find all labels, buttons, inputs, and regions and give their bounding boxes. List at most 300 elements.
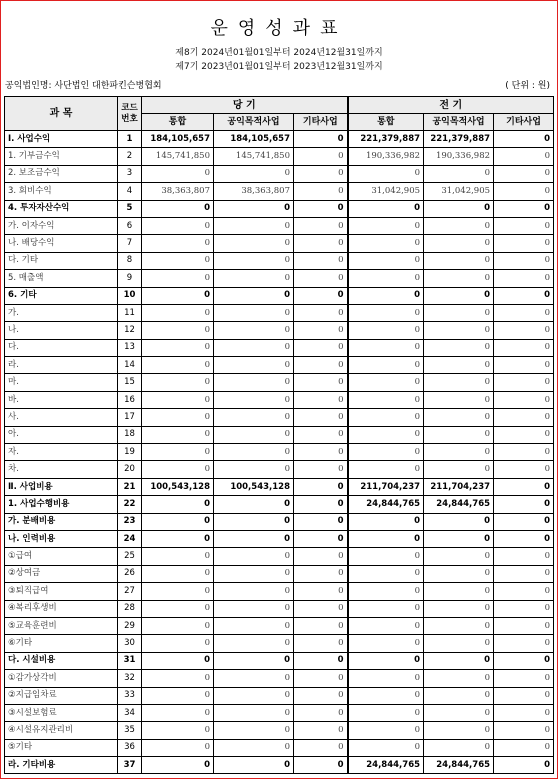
- row-current-other: 0: [294, 270, 348, 287]
- table-row: [5, 617, 554, 634]
- row-code: 15: [118, 374, 142, 391]
- row-prior-public: 0: [424, 235, 494, 252]
- row-current-public: 0: [214, 548, 294, 565]
- row-code: 14: [118, 357, 142, 374]
- row-current-other: 0: [294, 670, 348, 687]
- row-prior-total: 0: [348, 444, 424, 461]
- row-subject: ⑤교육훈련비: [5, 617, 118, 634]
- row-prior-other: 0: [494, 148, 554, 165]
- row-subject: ⑥기타: [5, 635, 118, 652]
- row-current-total: 0: [142, 461, 214, 478]
- row-subject: ⑤기타: [5, 739, 118, 756]
- table-row: [5, 322, 554, 339]
- row-prior-total: 0: [348, 739, 424, 756]
- row-subject: 다.: [5, 339, 118, 356]
- row-current-public: 0: [214, 200, 294, 217]
- row-current-other: 0: [294, 304, 348, 321]
- row-prior-public: 0: [424, 391, 494, 408]
- row-subject: 1. 기부금수익: [5, 148, 118, 165]
- row-current-public: 0: [214, 235, 294, 252]
- row-current-total: 0: [142, 583, 214, 600]
- row-current-other: 0: [294, 530, 348, 547]
- row-subject: ③시설보험료: [5, 704, 118, 721]
- row-prior-public: 0: [424, 357, 494, 374]
- row-prior-other: 0: [494, 444, 554, 461]
- header-current: 당 기: [142, 97, 348, 114]
- row-prior-public: 0: [424, 548, 494, 565]
- row-current-other: 0: [294, 148, 348, 165]
- row-subject: 다. 시설비용: [5, 652, 118, 669]
- row-code: 25: [118, 548, 142, 565]
- row-prior-total: 0: [348, 217, 424, 234]
- header-prior-other: 기타사업: [494, 114, 554, 131]
- row-prior-total: 0: [348, 357, 424, 374]
- row-current-public: 0: [214, 583, 294, 600]
- row-prior-other: 0: [494, 235, 554, 252]
- row-current-other: 0: [294, 252, 348, 269]
- row-current-public: 0: [214, 426, 294, 443]
- row-current-total: 0: [142, 600, 214, 617]
- row-code: 11: [118, 304, 142, 321]
- row-current-public: 0: [214, 322, 294, 339]
- row-code: 30: [118, 635, 142, 652]
- row-current-total: 0: [142, 739, 214, 756]
- row-prior-total: 0: [348, 339, 424, 356]
- table-row: [5, 131, 554, 148]
- row-code: 23: [118, 513, 142, 530]
- row-code: 27: [118, 583, 142, 600]
- row-prior-other: 0: [494, 339, 554, 356]
- row-subject: 1. 사업수행비용: [5, 496, 118, 513]
- row-current-other: 0: [294, 496, 348, 513]
- row-subject: 라. 기타비용: [5, 757, 118, 774]
- header-code: [118, 97, 142, 131]
- corp-info: [5, 78, 162, 91]
- table-row: [5, 478, 554, 495]
- row-current-public: 0: [214, 374, 294, 391]
- row-prior-public: 0: [424, 739, 494, 756]
- row-prior-other: 0: [494, 496, 554, 513]
- row-prior-other: 0: [494, 583, 554, 600]
- row-current-public: 0: [214, 165, 294, 182]
- row-prior-public: 0: [424, 530, 494, 547]
- row-prior-other: 0: [494, 322, 554, 339]
- row-current-total: 0: [142, 496, 214, 513]
- row-code: 29: [118, 617, 142, 634]
- row-subject: 마.: [5, 374, 118, 391]
- row-current-other: 0: [294, 478, 348, 495]
- operating-results-table: [4, 96, 554, 774]
- row-prior-total: 0: [348, 304, 424, 321]
- row-current-public: 0: [214, 252, 294, 269]
- row-subject: 차.: [5, 461, 118, 478]
- row-current-public: 0: [214, 635, 294, 652]
- row-current-other: 0: [294, 287, 348, 304]
- table-row: [5, 530, 554, 547]
- header-prior-total: 통합: [348, 114, 424, 131]
- row-subject: 2. 보조금수익: [5, 165, 118, 182]
- row-current-public: 0: [214, 530, 294, 547]
- row-current-other: 0: [294, 339, 348, 356]
- row-current-total: 0: [142, 357, 214, 374]
- row-prior-public: 211,704,237: [424, 478, 494, 495]
- row-current-total: 0: [142, 339, 214, 356]
- row-prior-public: 0: [424, 670, 494, 687]
- row-current-public: 0: [214, 739, 294, 756]
- row-prior-other: 0: [494, 530, 554, 547]
- corp-label: 공익법인명:: [5, 81, 52, 91]
- row-current-total: 0: [142, 652, 214, 669]
- row-prior-public: 0: [424, 565, 494, 582]
- table-row: [5, 252, 554, 269]
- row-prior-other: 0: [494, 131, 554, 148]
- row-current-public: 0: [214, 270, 294, 287]
- row-code: 32: [118, 670, 142, 687]
- row-prior-total: 0: [348, 548, 424, 565]
- row-current-public: 145,741,850: [214, 148, 294, 165]
- row-prior-other: 0: [494, 374, 554, 391]
- header-subject: 과 목: [5, 97, 118, 131]
- row-current-other: 0: [294, 131, 348, 148]
- row-prior-other: 0: [494, 617, 554, 634]
- row-prior-other: 0: [494, 357, 554, 374]
- row-prior-total: 0: [348, 635, 424, 652]
- row-subject: ④복리후생비: [5, 600, 118, 617]
- row-current-other: 0: [294, 513, 348, 530]
- row-prior-public: 0: [424, 600, 494, 617]
- table-row: [5, 687, 554, 704]
- row-code: 10: [118, 287, 142, 304]
- row-prior-total: 0: [348, 426, 424, 443]
- row-subject: 바.: [5, 391, 118, 408]
- row-subject: Ⅱ. 사업비용: [5, 478, 118, 495]
- row-current-total: 0: [142, 270, 214, 287]
- unit-label: ( 단위 : 원): [505, 81, 550, 91]
- row-code: 19: [118, 444, 142, 461]
- row-current-total: 0: [142, 235, 214, 252]
- row-current-total: 0: [142, 757, 214, 774]
- row-current-total: 100,543,128: [142, 478, 214, 495]
- period-prior: 제7기 2023년01월01일부터 2023년12월31일까지: [175, 62, 383, 72]
- table-row: [5, 496, 554, 513]
- table-row: [5, 583, 554, 600]
- row-subject: ①감가상각비: [5, 670, 118, 687]
- row-current-total: 0: [142, 200, 214, 217]
- header-current-other: 기타사업: [294, 114, 348, 131]
- row-code: 22: [118, 496, 142, 513]
- row-current-total: 0: [142, 722, 214, 739]
- row-prior-total: 0: [348, 652, 424, 669]
- row-current-other: 0: [294, 583, 348, 600]
- row-subject: 나. 배당수익: [5, 235, 118, 252]
- row-prior-public: 0: [424, 444, 494, 461]
- row-code: 31: [118, 652, 142, 669]
- row-prior-public: 0: [424, 704, 494, 721]
- row-current-total: 0: [142, 635, 214, 652]
- row-prior-total: 0: [348, 461, 424, 478]
- row-prior-total: 190,336,982: [348, 148, 424, 165]
- row-code: 36: [118, 739, 142, 756]
- row-code: 5: [118, 200, 142, 217]
- row-prior-other: 0: [494, 513, 554, 530]
- row-code: 20: [118, 461, 142, 478]
- header-code-text: 코드 번호: [121, 102, 138, 124]
- row-current-other: 0: [294, 617, 348, 634]
- row-current-total: 0: [142, 217, 214, 234]
- row-current-other: 0: [294, 357, 348, 374]
- row-prior-total: 31,042,905: [348, 183, 424, 200]
- row-prior-public: 0: [424, 426, 494, 443]
- row-prior-other: 0: [494, 252, 554, 269]
- row-subject: 가. 분배비용: [5, 513, 118, 530]
- row-prior-total: 221,379,887: [348, 131, 424, 148]
- row-prior-other: 0: [494, 548, 554, 565]
- row-subject: ②지급임차료: [5, 687, 118, 704]
- row-prior-other: 0: [494, 270, 554, 287]
- row-current-total: 0: [142, 670, 214, 687]
- row-current-total: 145,741,850: [142, 148, 214, 165]
- row-current-other: 0: [294, 183, 348, 200]
- row-prior-total: 0: [348, 687, 424, 704]
- row-current-other: 0: [294, 444, 348, 461]
- row-prior-total: 0: [348, 252, 424, 269]
- row-code: 8: [118, 252, 142, 269]
- table-row: [5, 426, 554, 443]
- row-subject: ①급여: [5, 548, 118, 565]
- row-prior-public: 24,844,765: [424, 757, 494, 774]
- row-current-total: 0: [142, 287, 214, 304]
- row-code: 9: [118, 270, 142, 287]
- row-current-other: 0: [294, 165, 348, 182]
- row-prior-other: 0: [494, 304, 554, 321]
- period-current: 제8기 2024년01월01일부터 2024년12월31일까지: [175, 48, 383, 58]
- row-prior-total: 0: [348, 374, 424, 391]
- row-prior-public: 0: [424, 252, 494, 269]
- row-prior-other: 0: [494, 722, 554, 739]
- row-current-public: 0: [214, 357, 294, 374]
- row-prior-other: 0: [494, 200, 554, 217]
- row-prior-public: 221,379,887: [424, 131, 494, 148]
- row-prior-total: 0: [348, 235, 424, 252]
- table-row: [5, 235, 554, 252]
- row-prior-total: 0: [348, 600, 424, 617]
- row-current-other: 0: [294, 739, 348, 756]
- row-code: 2: [118, 148, 142, 165]
- row-current-total: 38,363,807: [142, 183, 214, 200]
- row-current-total: 0: [142, 704, 214, 721]
- row-current-total: 0: [142, 165, 214, 182]
- row-prior-other: 0: [494, 391, 554, 408]
- row-subject: 아.: [5, 426, 118, 443]
- row-code: 35: [118, 722, 142, 739]
- table-row: [5, 165, 554, 182]
- row-current-public: 0: [214, 704, 294, 721]
- row-current-public: 184,105,657: [214, 131, 294, 148]
- row-code: 37: [118, 757, 142, 774]
- row-prior-public: 0: [424, 583, 494, 600]
- row-current-total: 0: [142, 444, 214, 461]
- row-prior-public: 0: [424, 322, 494, 339]
- row-code: 28: [118, 600, 142, 617]
- row-current-total: 0: [142, 513, 214, 530]
- row-current-other: 0: [294, 687, 348, 704]
- row-current-other: 0: [294, 374, 348, 391]
- row-prior-public: 31,042,905: [424, 183, 494, 200]
- row-subject: 라.: [5, 357, 118, 374]
- table-row: [5, 391, 554, 408]
- row-current-total: 0: [142, 252, 214, 269]
- row-current-other: 0: [294, 235, 348, 252]
- row-current-public: 0: [214, 722, 294, 739]
- row-current-total: 0: [142, 374, 214, 391]
- header-current-total: 통합: [142, 114, 214, 131]
- table-row: [5, 513, 554, 530]
- row-prior-public: 0: [424, 374, 494, 391]
- row-code: 16: [118, 391, 142, 408]
- row-prior-other: 0: [494, 757, 554, 774]
- row-prior-total: 0: [348, 565, 424, 582]
- row-prior-public: 0: [424, 513, 494, 530]
- row-current-public: 0: [214, 565, 294, 582]
- row-prior-total: 0: [348, 722, 424, 739]
- table-row: [5, 148, 554, 165]
- row-code: 33: [118, 687, 142, 704]
- row-current-public: 0: [214, 217, 294, 234]
- row-prior-public: 0: [424, 270, 494, 287]
- header-current-public: 공익목적사업: [214, 114, 294, 131]
- row-prior-other: 0: [494, 165, 554, 182]
- row-current-public: 0: [214, 617, 294, 634]
- row-current-public: 0: [214, 687, 294, 704]
- table-row: [5, 374, 554, 391]
- row-prior-public: 0: [424, 687, 494, 704]
- row-current-public: 0: [214, 339, 294, 356]
- row-current-public: 0: [214, 496, 294, 513]
- row-code: 1: [118, 131, 142, 148]
- row-prior-total: 0: [348, 322, 424, 339]
- row-prior-public: 0: [424, 617, 494, 634]
- row-current-public: 0: [214, 461, 294, 478]
- row-code: 24: [118, 530, 142, 547]
- row-subject: ③퇴직급여: [5, 583, 118, 600]
- row-current-total: 0: [142, 617, 214, 634]
- table-row: [5, 304, 554, 321]
- page-title: 운영성과표: [210, 18, 348, 39]
- row-code: 17: [118, 409, 142, 426]
- row-prior-other: 0: [494, 704, 554, 721]
- row-prior-other: 0: [494, 565, 554, 582]
- row-current-public: 0: [214, 652, 294, 669]
- row-prior-other: 0: [494, 287, 554, 304]
- table-row: [5, 339, 554, 356]
- row-code: 6: [118, 217, 142, 234]
- row-subject: 4. 투자자산수익: [5, 200, 118, 217]
- row-current-public: 0: [214, 287, 294, 304]
- row-current-total: 0: [142, 391, 214, 408]
- row-code: 21: [118, 478, 142, 495]
- row-subject: 자.: [5, 444, 118, 461]
- table-row: [5, 670, 554, 687]
- row-current-total: 0: [142, 322, 214, 339]
- row-current-total: 184,105,657: [142, 131, 214, 148]
- row-subject: ④시설유지관리비: [5, 722, 118, 739]
- row-prior-total: 0: [348, 200, 424, 217]
- row-current-total: 0: [142, 565, 214, 582]
- row-prior-public: 0: [424, 165, 494, 182]
- table-row: [5, 548, 554, 565]
- row-prior-other: 0: [494, 670, 554, 687]
- table-row: [5, 287, 554, 304]
- row-subject: 사.: [5, 409, 118, 426]
- table-row: [5, 565, 554, 582]
- row-subject: 3. 회비수익: [5, 183, 118, 200]
- row-code: 4: [118, 183, 142, 200]
- row-prior-other: 0: [494, 217, 554, 234]
- row-prior-total: 0: [348, 409, 424, 426]
- row-current-public: 0: [214, 444, 294, 461]
- row-current-other: 0: [294, 409, 348, 426]
- table-row: [5, 757, 554, 774]
- row-prior-public: 0: [424, 200, 494, 217]
- row-prior-other: 0: [494, 600, 554, 617]
- row-prior-total: 0: [348, 670, 424, 687]
- table-row: [5, 635, 554, 652]
- row-current-total: 0: [142, 409, 214, 426]
- table-row: [5, 357, 554, 374]
- row-prior-total: 24,844,765: [348, 757, 424, 774]
- row-prior-other: 0: [494, 687, 554, 704]
- row-current-total: 0: [142, 530, 214, 547]
- row-prior-total: 0: [348, 704, 424, 721]
- row-prior-total: 0: [348, 391, 424, 408]
- row-current-other: 0: [294, 600, 348, 617]
- table-row: [5, 270, 554, 287]
- row-current-public: 0: [214, 513, 294, 530]
- table-row: [5, 409, 554, 426]
- row-prior-total: 0: [348, 287, 424, 304]
- row-prior-public: 0: [424, 722, 494, 739]
- row-prior-public: 0: [424, 409, 494, 426]
- row-prior-other: 0: [494, 478, 554, 495]
- row-current-other: 0: [294, 757, 348, 774]
- row-code: 26: [118, 565, 142, 582]
- row-prior-public: 0: [424, 461, 494, 478]
- row-code: 7: [118, 235, 142, 252]
- row-current-public: 38,363,807: [214, 183, 294, 200]
- row-prior-other: 0: [494, 183, 554, 200]
- row-current-other: 0: [294, 565, 348, 582]
- row-prior-total: 0: [348, 617, 424, 634]
- row-current-other: 0: [294, 322, 348, 339]
- row-current-other: 0: [294, 704, 348, 721]
- row-current-public: 0: [214, 391, 294, 408]
- header-prior-public: 공익목적사업: [424, 114, 494, 131]
- table-row: [5, 183, 554, 200]
- row-prior-other: 0: [494, 739, 554, 756]
- table-row: [5, 652, 554, 669]
- table-body: [5, 131, 554, 774]
- table-row: [5, 739, 554, 756]
- row-prior-total: 0: [348, 583, 424, 600]
- row-prior-other: 0: [494, 426, 554, 443]
- row-prior-public: 24,844,765: [424, 496, 494, 513]
- row-prior-public: 190,336,982: [424, 148, 494, 165]
- row-current-public: 0: [214, 670, 294, 687]
- row-subject: 가. 이자수익: [5, 217, 118, 234]
- row-subject: ②상여금: [5, 565, 118, 582]
- table-row: [5, 704, 554, 721]
- row-subject: 다. 기타: [5, 252, 118, 269]
